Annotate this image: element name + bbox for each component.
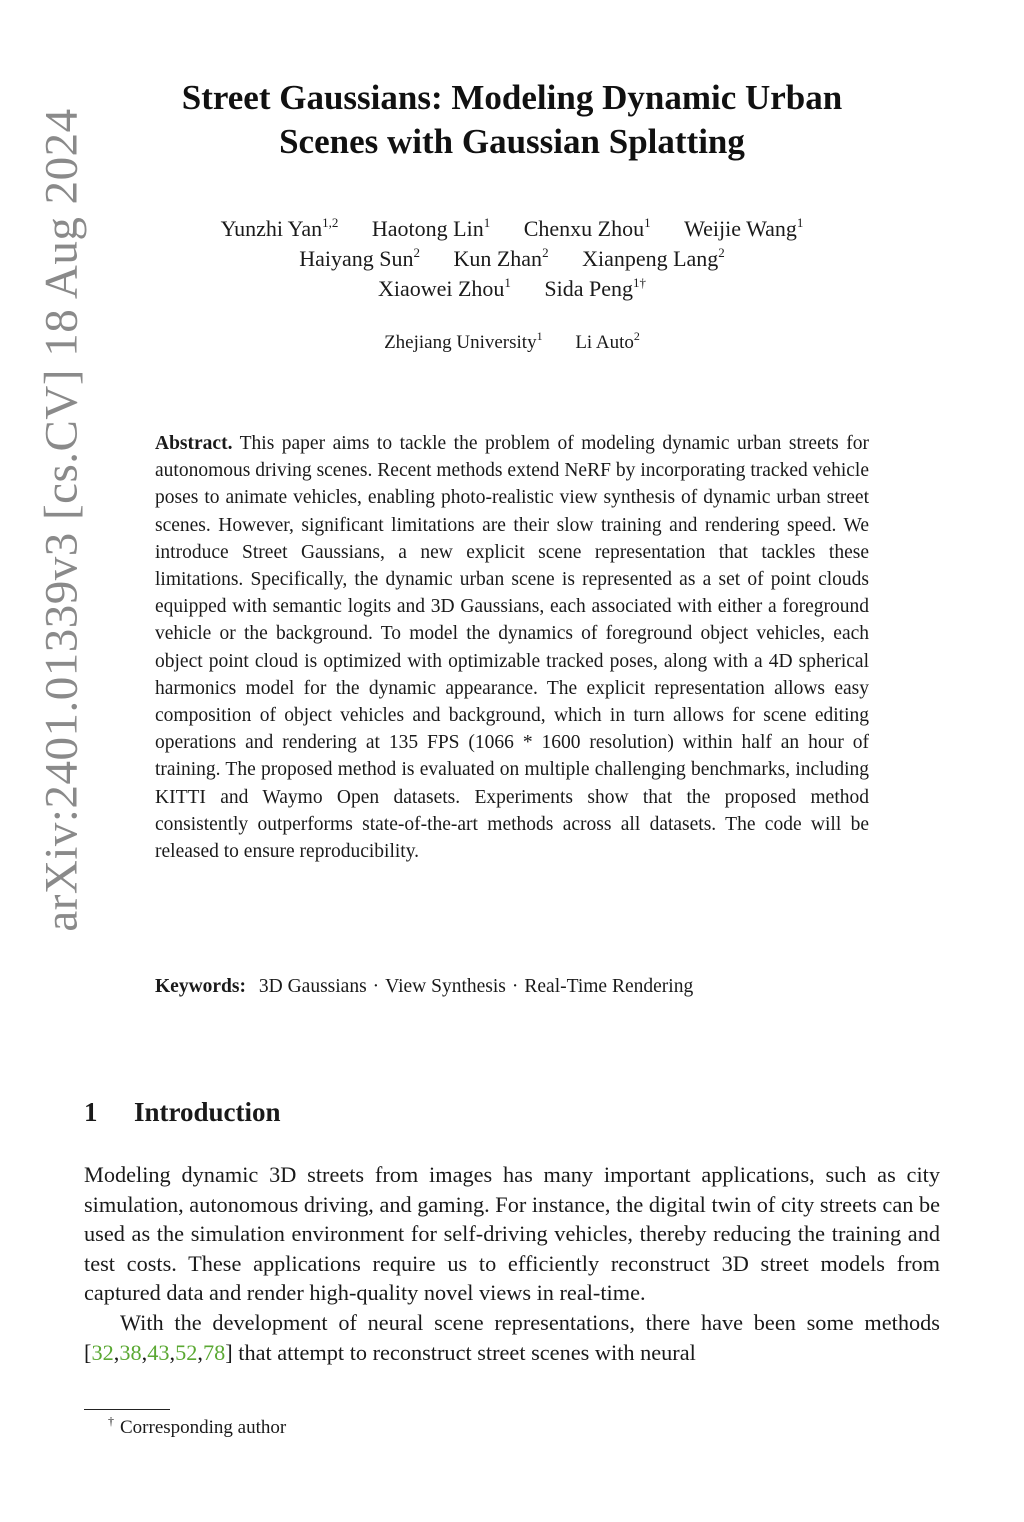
introduction-body [84,1160,940,1367]
arxiv-id[interactable]: arXiv:2401.01339v3 [cs.CV] 18 Aug 2024 [36,108,89,932]
keywords [155,973,869,1000]
affiliations [110,330,914,356]
citation-link[interactable]: 78 [202,1339,226,1365]
keyword-separator: · [511,976,519,997]
footnote-divider [84,1409,170,1410]
affiliation: Li Auto$^2$ [575,329,640,353]
author: Yunzhi Yan$^{1,2}$ [220,215,339,241]
author: Haiyang Sun$^2$ [299,245,420,271]
section-number: 1 [84,1097,98,1127]
intro-paragraph-2: With the development of neural scene representations, there have been some methods [32,38,43,52,78] that attempt to reconstruct street scenes with neural [84,1309,940,1365]
citation-link[interactable]: 43 [147,1339,170,1365]
author-line-2 [110,244,914,274]
keyword-separator: · [372,976,380,997]
intro-paragraph-1: Modeling dynamic 3D streets from images has many important applications, such as city simulation, autonomous driving, and gaming. For instance, the digital twin of city streets can be used as the simulation environment for self-driving vehicles, thereby reducing the training and test costs. These applications require us to efficiently reconstruct 3D street models from captured data and render high-quality novel views in real-time. [84,1162,940,1306]
citation-link[interactable]: 32 [91,1339,114,1365]
keyword: Real-Time Rendering [524,976,694,997]
author-line-3 [110,274,914,304]
author: Xianpeng Lang$^2$ [582,245,725,271]
footnote [108,1415,286,1441]
arxiv-stamp [22,90,102,950]
author: Kun Zhan$^2$ [453,245,549,271]
author: Chenxu Zhou$^1$ [523,215,651,241]
title-line-1: Street Gaussians: Modeling Dynamic Urban [181,78,843,117]
section-heading [84,1094,944,1130]
abstract [155,430,869,865]
abstract-text: This paper aims to tackle the problem of modeling dynamic urban streets for autonomous driving scenes. Recent methods extend NeRF by incorporating tracked vehicle poses to animate vehicles, enabling photo-realistic view synthesis of dynamic urban street scenes. However, significant limitations are their slow training and rendering speed. We introduce Street Gaussians, a new explicit scene representation that tackles these limitations. Specifically, the dynamic urban scene is represented as a set of point clouds equipped with semantic logits and 3D Gaussians, each associated with either a foreground vehicle or the background. To model the dynamics of foreground object vehicles, each object point cloud is optimized with optimizable tracked poses, along with a 4D spherical harmonics model for the dynamic appearance. The explicit representation allows easy composition of object vehicles and background, which in turn allows for scene editing operations and rendering at 135 FPS (1066 * 1600 resolution) within half an hour of training. The proposed method is evaluated on multiple challenging benchmarks, including KITTI and Waymo Open datasets. Experiments show that the proposed method consistently outperforms state-of-the-art methods across all datasets. The code will be released to ensure reproducibility. [155,433,869,863]
footnote-text: Corresponding author [120,1417,287,1438]
keywords-label: Keywords: [155,976,246,997]
title-line-2: Scenes with Gaussian Splatting [279,122,745,161]
keyword: 3D Gaussians [258,976,367,997]
footnote-mark: † [108,1414,114,1428]
author: Haotong Lin$^1$ [371,215,491,241]
author: Weijie Wang$^1$ [684,215,804,241]
citation-link[interactable]: 52 [175,1339,198,1365]
abstract-label: Abstract. [155,433,233,454]
paper-title [110,76,914,164]
author: Sida Peng$^{1\dagger}$ [544,275,647,301]
author-line-1 [110,214,914,244]
citation-link[interactable]: 38 [119,1339,142,1365]
section-title: Introduction [134,1097,281,1127]
author-list [110,214,914,304]
keyword: View Synthesis [385,976,506,997]
affiliation: Zhejiang University$^1$ [384,329,543,353]
author: Xiaowei Zhou$^1$ [377,275,511,301]
